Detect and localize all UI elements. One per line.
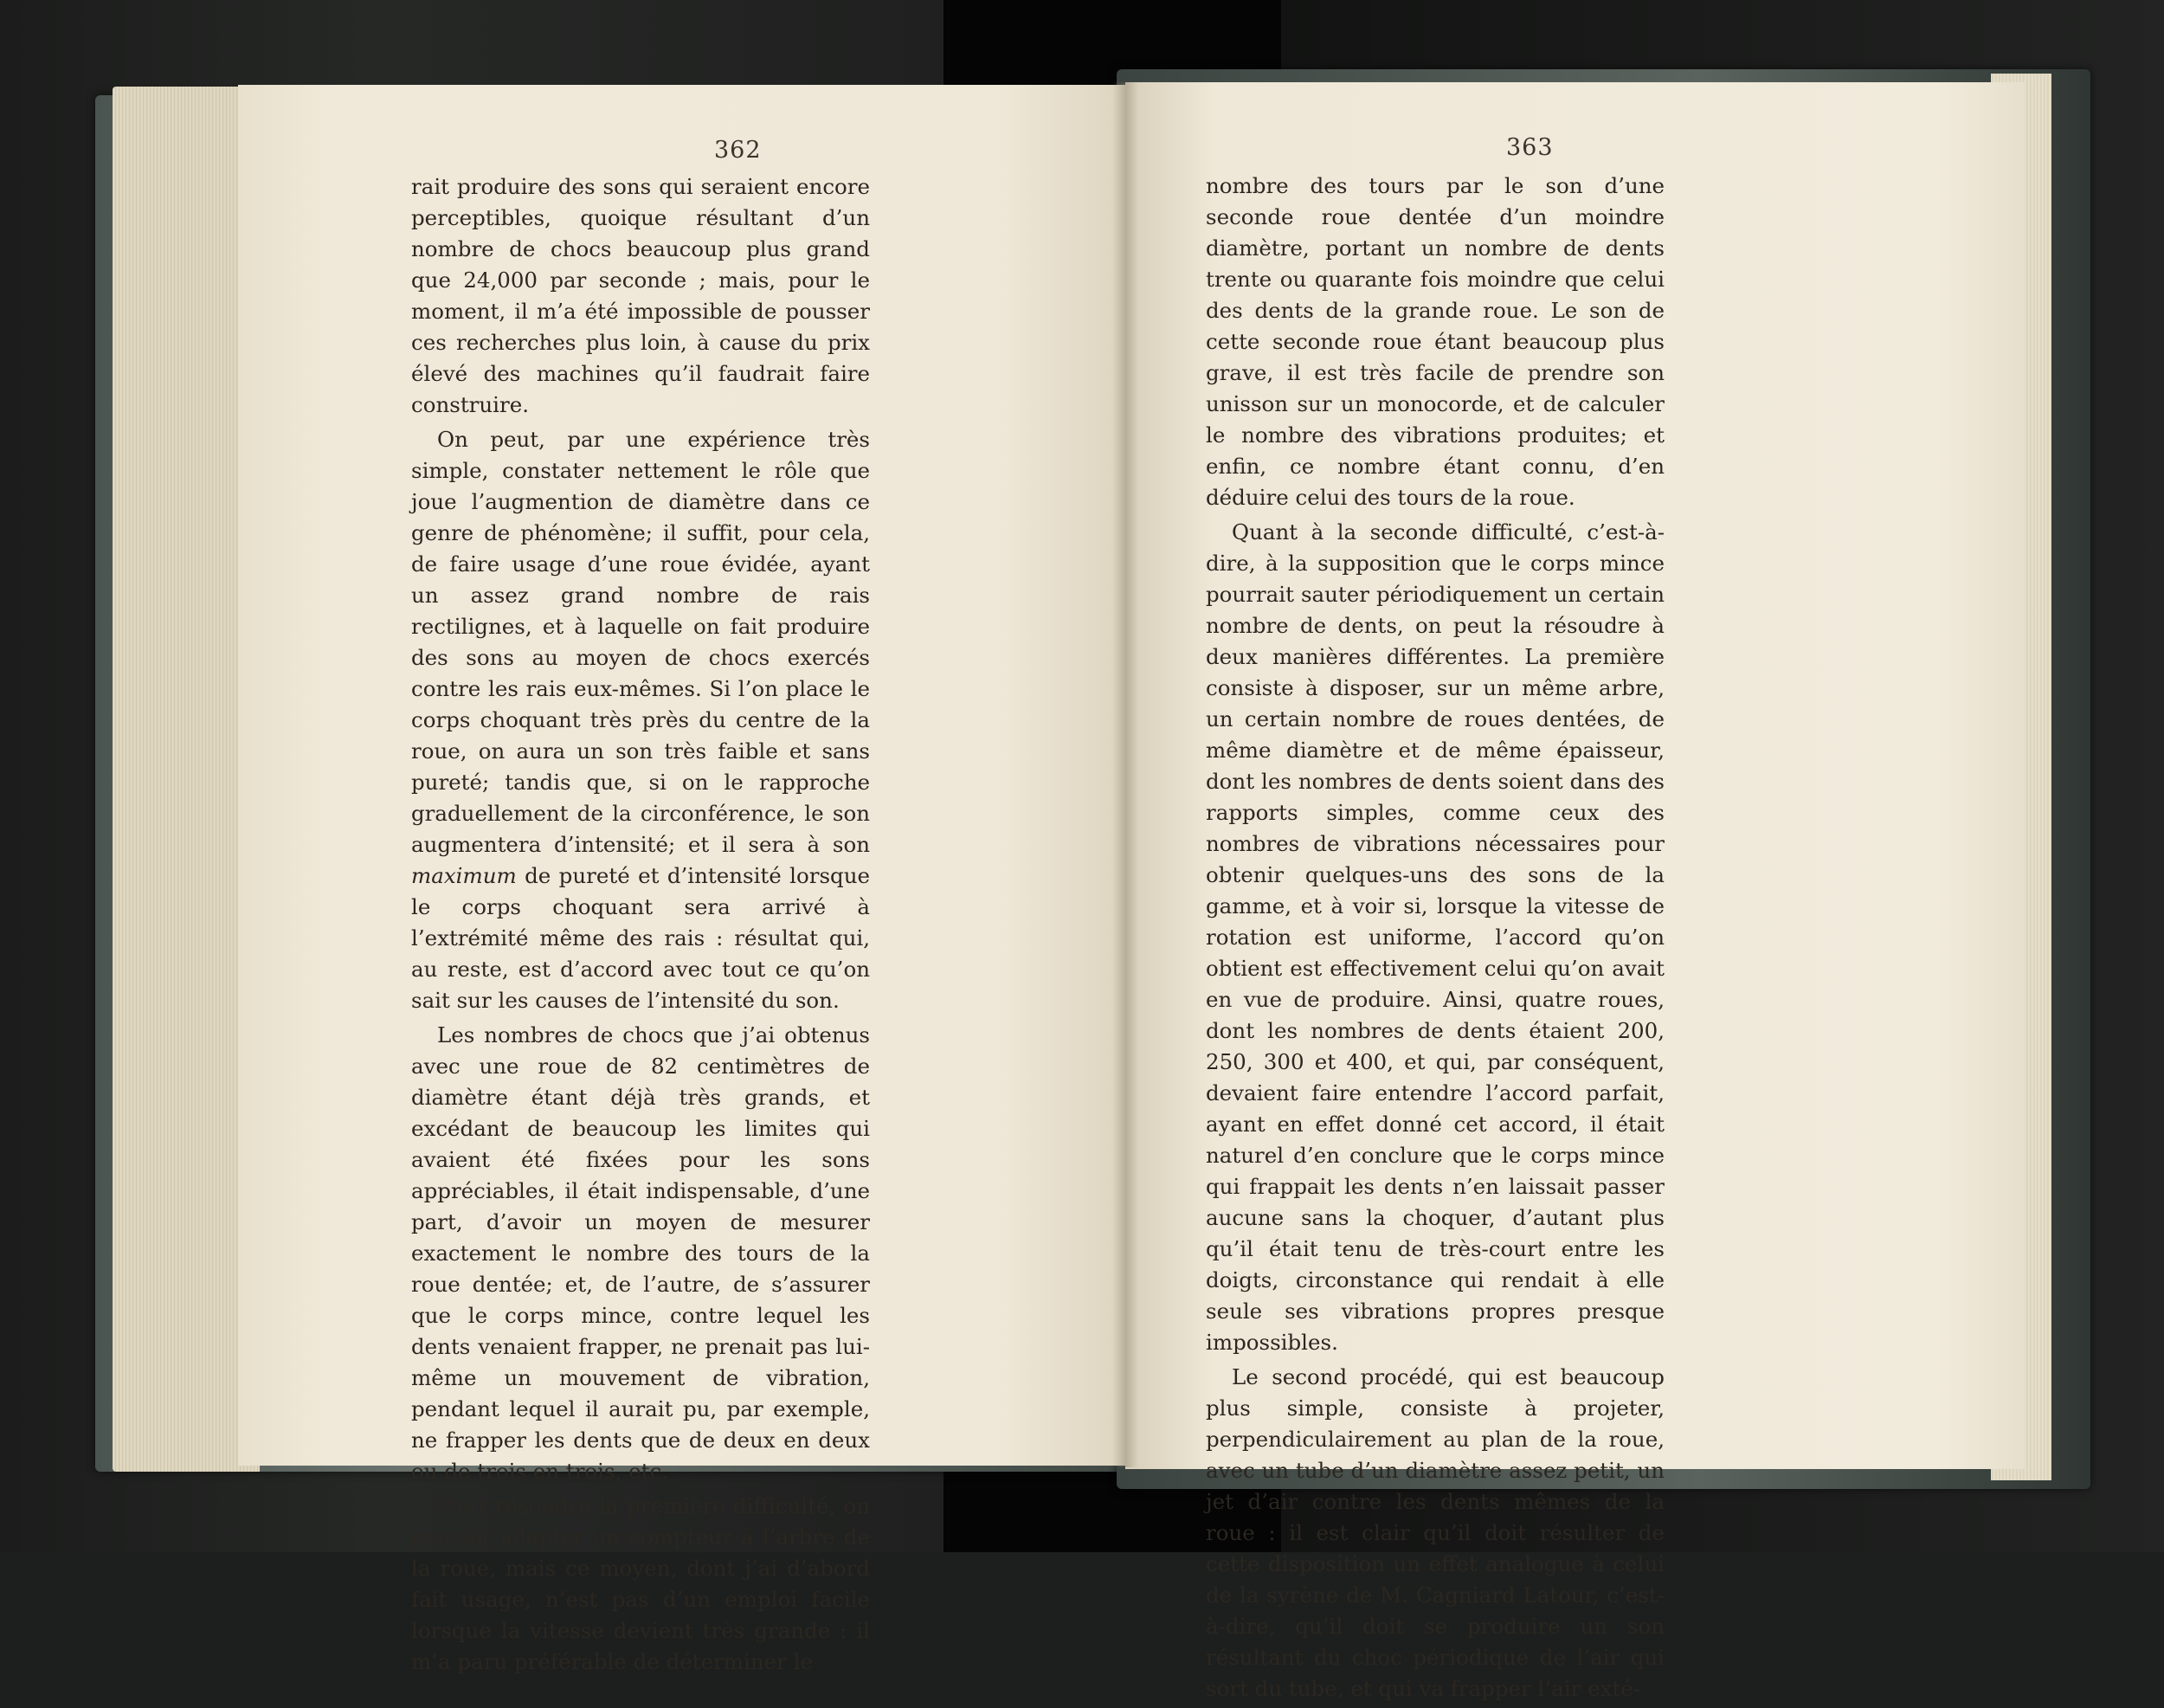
right-page [1125, 82, 2026, 1701]
left-page [238, 85, 1130, 1674]
right-page-number: 363 [1506, 134, 1554, 161]
left-paragraph-2 [411, 424, 870, 1016]
left-paragraph-emphasis: maximum [411, 863, 517, 888]
left-paragraph-3-text: de pureté et d’intensité lorsque le corps choquant sera arrivé à l’extrémité même des rais : résultat qui, au reste, est d’accord avec tout ce qu’on sait sur les causes de l’intensité du son. [411, 863, 870, 1013]
right-paragraph-2: Quant à la seconde difficulté, c’est-à-dire, à la supposition que le corps mince pourrait sauter périodiquement un certain nombre de dents, on peut la résoudre à deux manières différentes. La première consiste à disposer, sur un même arbre, un certain nombre de roues dentées, de même diamètre et de même épaisseur, dont les nombres de dents soient dans des rapports simples, comme ceux des nombres de vibrations nécessaires pour obtenir quelques-uns des sons de la gamme, et à voir si, lorsque la vitesse de rotation est uniforme, l’accord qu’on obtient est effectivement celui qu’on avait en vue de produire. Ainsi, quatre roues, dont les nombres de dents étaient 200, 250, 300 et 400, et qui, par conséquent, devaient faire entendre l’accord parfait, ayant en effet donné cet accord, il était naturel d’en conclure que le corps mince qui frappait les dents n’en laissait passer aucune sans la choquer, d’autant plus qu’il était tenu de très-court entre les doigts, circonstance qui rendait à elle seule ses vibrations propres presque impossibles. [1206, 519, 1665, 1355]
left-paragraph-4: Les nombres de chocs que j’ai obtenus avec une roue de 82 centimètres de diamètre étant déjà très grands, et excédant de beaucoup les limites qui avaient été fixées pour les sons appréciables, il était indispensable, d’une part, d’avoir un moyen de mesurer exactement le nombre des tours de la roue dentée; et, de l’autre, de s’assurer que le corps mince, contre lequel les dents venaient frapper, ne prenait pas lui-même un mouvement de vibration, pendant lequel il aurait pu, par exemple, ne frapper les dents que de deux en deux ou de trois en trois, etc. [411, 1022, 870, 1484]
left-paragraph-2-text: On peut, par une expérience très simple, constater nettement le rôle que joue l’augmention de diamètre dans ce genre de phénomène; il suffit, pour cela, de faire usage d’une roue évidée, ayant un assez grand nombre de rais rectilignes, et à laquelle on fait produire des sons au moyen de chocs exercés contre les rais eux-mêmes. Si l’on place le corps choquant très près du centre de la roue, on aura un son très faible et sans pureté; tandis que, si on le rapproche graduellement de la circonférence, le son augmentera d’intensité; et il sera à son [411, 427, 870, 857]
left-page-text [411, 171, 870, 1681]
book-gutter [1112, 82, 1138, 1467]
left-paragraph-1: rait produire des sons qui seraient encore perceptibles, quoique résultant d’un nombre de chocs beaucoup plus grand que 24,000 par seconde ; mais, pour le moment, il m’a été impossible de pousser ces recherches plus loin, à cause du prix élevé des machines qu’il faudrait faire construire. [411, 174, 870, 417]
left-page-number: 362 [714, 137, 762, 164]
left-paragraph-5: Pour résoudre la première difficulté, on pouvait adapter un compteur à l’arbre de la roue, mais ce moyen, dont j’ai d’abord fait usage, n’est pas d’un emploi facile lorsque la vitesse devient très grande : il m’a paru préférable de déterminer le [411, 1493, 870, 1674]
right-paragraph-1: nombre des tours par le son d’une seconde roue dentée d’un moindre diamètre, portant un nombre de dents trente ou quarante fois moindre que celui des dents de la grande roue. Le son de cette seconde roue étant beaucoup plus grave, il est très facile de prendre son unisson sur un monocorde, et de calculer le nombre des vibrations produites; et enfin, ce nombre étant connu, d’en déduire celui des tours de la roue. [1206, 173, 1665, 510]
right-page-text [1206, 171, 1665, 1708]
right-paragraph-3: Le second procédé, qui est beaucoup plus simple, consiste à projeter, perpendiculairement au plan de la roue, avec un tube d’un diamètre assez petit, un jet d’air contre les dents mêmes de la roue : il est clair qu’il doit résulter de cette disposition un effet analogue à celui de la syrène de M. Cagniard Latour, c’est-à-dire, qu’il doit se produire un son résultant du choc périodique de l’air qui sort du tube, et qui va frapper l’air exté- [1206, 1364, 1665, 1701]
